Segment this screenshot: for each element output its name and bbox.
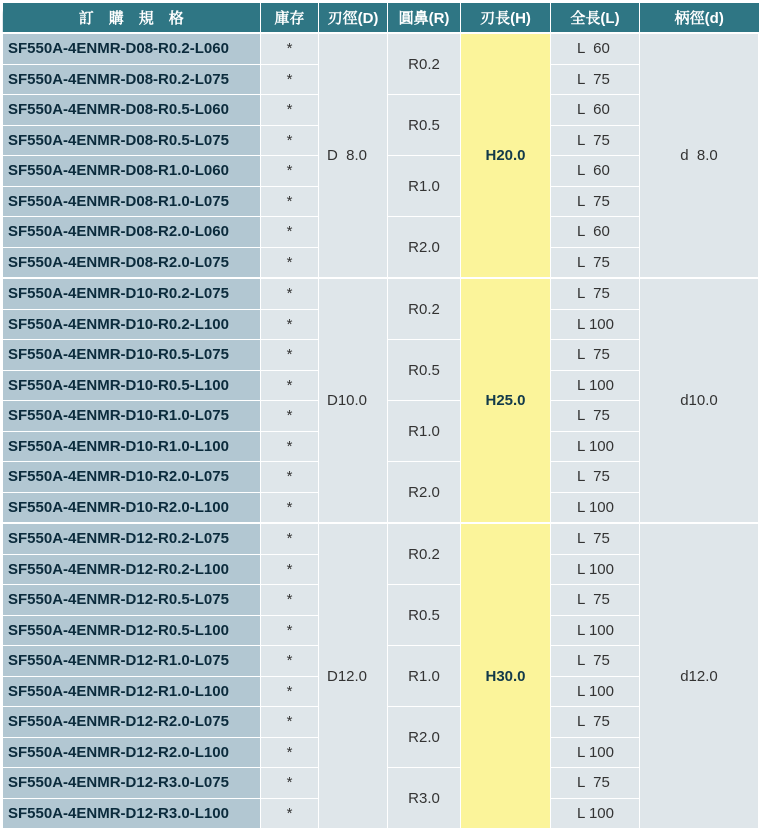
stock-cell: *	[261, 309, 319, 340]
table-body	[3, 33, 759, 829]
stock-cell: *	[261, 247, 319, 278]
total-length-cell: L 100	[551, 492, 640, 523]
stock-cell: *	[261, 401, 319, 432]
order-code-cell: SF550A-4ENMR-D12-R2.0-L075	[3, 707, 261, 738]
order-code-cell: SF550A-4ENMR-D08-R0.2-L075	[3, 64, 261, 95]
stock-cell: *	[261, 64, 319, 95]
stock-cell: *	[261, 156, 319, 187]
table-row	[3, 523, 759, 554]
radius-cell: R0.5	[388, 340, 461, 401]
order-code-cell: SF550A-4ENMR-D12-R1.0-L075	[3, 646, 261, 677]
shank-diameter-cell: d10.0	[640, 278, 759, 523]
table-row	[3, 33, 759, 64]
total-length-cell: L 60	[551, 33, 640, 64]
total-length-cell: L 75	[551, 247, 640, 278]
stock-cell: *	[261, 585, 319, 616]
order-code-cell: SF550A-4ENMR-D12-R3.0-L100	[3, 798, 261, 829]
stock-cell: *	[261, 33, 319, 64]
stock-cell: *	[261, 125, 319, 156]
header-stock: 庫存	[261, 3, 319, 33]
spec-table	[2, 3, 759, 830]
order-code-cell: SF550A-4ENMR-D08-R0.5-L060	[3, 95, 261, 126]
total-length-cell: L 75	[551, 707, 640, 738]
total-length-cell: L 75	[551, 646, 640, 677]
total-length-cell: L 75	[551, 186, 640, 217]
stock-cell: *	[261, 554, 319, 585]
stock-cell: *	[261, 523, 319, 554]
stock-cell: *	[261, 95, 319, 126]
header-diameter: 刃徑(D)	[319, 3, 388, 33]
blade-length-cell: H30.0	[461, 523, 551, 829]
radius-cell: R0.5	[388, 95, 461, 156]
header-shank-diameter: 柄徑(d)	[640, 3, 759, 33]
order-code-cell: SF550A-4ENMR-D08-R1.0-L075	[3, 186, 261, 217]
stock-cell: *	[261, 370, 319, 401]
total-length-cell: L 100	[551, 676, 640, 707]
radius-cell: R0.2	[388, 33, 461, 95]
total-length-cell: L 60	[551, 95, 640, 126]
total-length-cell: L 60	[551, 217, 640, 248]
stock-cell: *	[261, 217, 319, 248]
order-code-cell: SF550A-4ENMR-D12-R0.5-L075	[3, 585, 261, 616]
order-code-cell: SF550A-4ENMR-D08-R1.0-L060	[3, 156, 261, 187]
stock-cell: *	[261, 676, 319, 707]
spec-table-container	[2, 3, 758, 822]
stock-cell: *	[261, 768, 319, 799]
total-length-cell: L 100	[551, 370, 640, 401]
header-radius: 圓鼻(R)	[388, 3, 461, 33]
order-code-cell: SF550A-4ENMR-D12-R0.5-L100	[3, 615, 261, 646]
diameter-cell: D10.0	[319, 278, 388, 523]
stock-cell: *	[261, 492, 319, 523]
radius-cell: R1.0	[388, 401, 461, 462]
order-code-cell: SF550A-4ENMR-D10-R0.2-L100	[3, 309, 261, 340]
header-total-length: 全長(L)	[551, 3, 640, 33]
total-length-cell: L 75	[551, 401, 640, 432]
header-code: 訂 購 規 格	[3, 3, 261, 33]
radius-cell: R2.0	[388, 462, 461, 524]
radius-cell: R2.0	[388, 707, 461, 768]
header-blade-length: 刃長(H)	[461, 3, 551, 33]
stock-cell: *	[261, 798, 319, 829]
radius-cell: R0.5	[388, 585, 461, 646]
stock-cell: *	[261, 431, 319, 462]
total-length-cell: L 75	[551, 64, 640, 95]
diameter-cell: D 8.0	[319, 33, 388, 278]
total-length-cell: L 75	[551, 585, 640, 616]
radius-cell: R2.0	[388, 217, 461, 279]
stock-cell: *	[261, 462, 319, 493]
stock-cell: *	[261, 340, 319, 371]
order-code-cell: SF550A-4ENMR-D08-R2.0-L075	[3, 247, 261, 278]
total-length-cell: L 75	[551, 768, 640, 799]
total-length-cell: L 100	[551, 309, 640, 340]
order-code-cell: SF550A-4ENMR-D12-R2.0-L100	[3, 737, 261, 768]
radius-cell: R0.2	[388, 523, 461, 585]
total-length-cell: L 75	[551, 125, 640, 156]
total-length-cell: L 100	[551, 431, 640, 462]
order-code-cell: SF550A-4ENMR-D12-R1.0-L100	[3, 676, 261, 707]
total-length-cell: L 100	[551, 737, 640, 768]
total-length-cell: L 75	[551, 278, 640, 309]
total-length-cell: L 100	[551, 615, 640, 646]
shank-diameter-cell: d12.0	[640, 523, 759, 829]
order-code-cell: SF550A-4ENMR-D08-R0.5-L075	[3, 125, 261, 156]
order-code-cell: SF550A-4ENMR-D08-R2.0-L060	[3, 217, 261, 248]
total-length-cell: L 75	[551, 340, 640, 371]
order-code-cell: SF550A-4ENMR-D10-R0.5-L075	[3, 340, 261, 371]
total-length-cell: L 75	[551, 462, 640, 493]
order-code-cell: SF550A-4ENMR-D10-R0.5-L100	[3, 370, 261, 401]
order-code-cell: SF550A-4ENMR-D10-R1.0-L100	[3, 431, 261, 462]
header-row	[3, 3, 759, 33]
order-code-cell: SF550A-4ENMR-D12-R0.2-L075	[3, 523, 261, 554]
order-code-cell: SF550A-4ENMR-D10-R0.2-L075	[3, 278, 261, 309]
radius-cell: R1.0	[388, 156, 461, 217]
radius-cell: R3.0	[388, 768, 461, 830]
blade-length-cell: H25.0	[461, 278, 551, 523]
total-length-cell: L 75	[551, 523, 640, 554]
table-row	[3, 278, 759, 309]
stock-cell: *	[261, 615, 319, 646]
order-code-cell: SF550A-4ENMR-D10-R2.0-L075	[3, 462, 261, 493]
order-code-cell: SF550A-4ENMR-D12-R0.2-L100	[3, 554, 261, 585]
stock-cell: *	[261, 646, 319, 677]
radius-cell: R0.2	[388, 278, 461, 340]
total-length-cell: L 100	[551, 554, 640, 585]
stock-cell: *	[261, 186, 319, 217]
total-length-cell: L 60	[551, 156, 640, 187]
order-code-cell: SF550A-4ENMR-D08-R0.2-L060	[3, 33, 261, 64]
shank-diameter-cell: d 8.0	[640, 33, 759, 278]
order-code-cell: SF550A-4ENMR-D10-R2.0-L100	[3, 492, 261, 523]
total-length-cell: L 100	[551, 798, 640, 829]
blade-length-cell: H20.0	[461, 33, 551, 278]
stock-cell: *	[261, 737, 319, 768]
radius-cell: R1.0	[388, 646, 461, 707]
stock-cell: *	[261, 278, 319, 309]
stock-cell: *	[261, 707, 319, 738]
order-code-cell: SF550A-4ENMR-D12-R3.0-L075	[3, 768, 261, 799]
diameter-cell: D12.0	[319, 523, 388, 829]
order-code-cell: SF550A-4ENMR-D10-R1.0-L075	[3, 401, 261, 432]
